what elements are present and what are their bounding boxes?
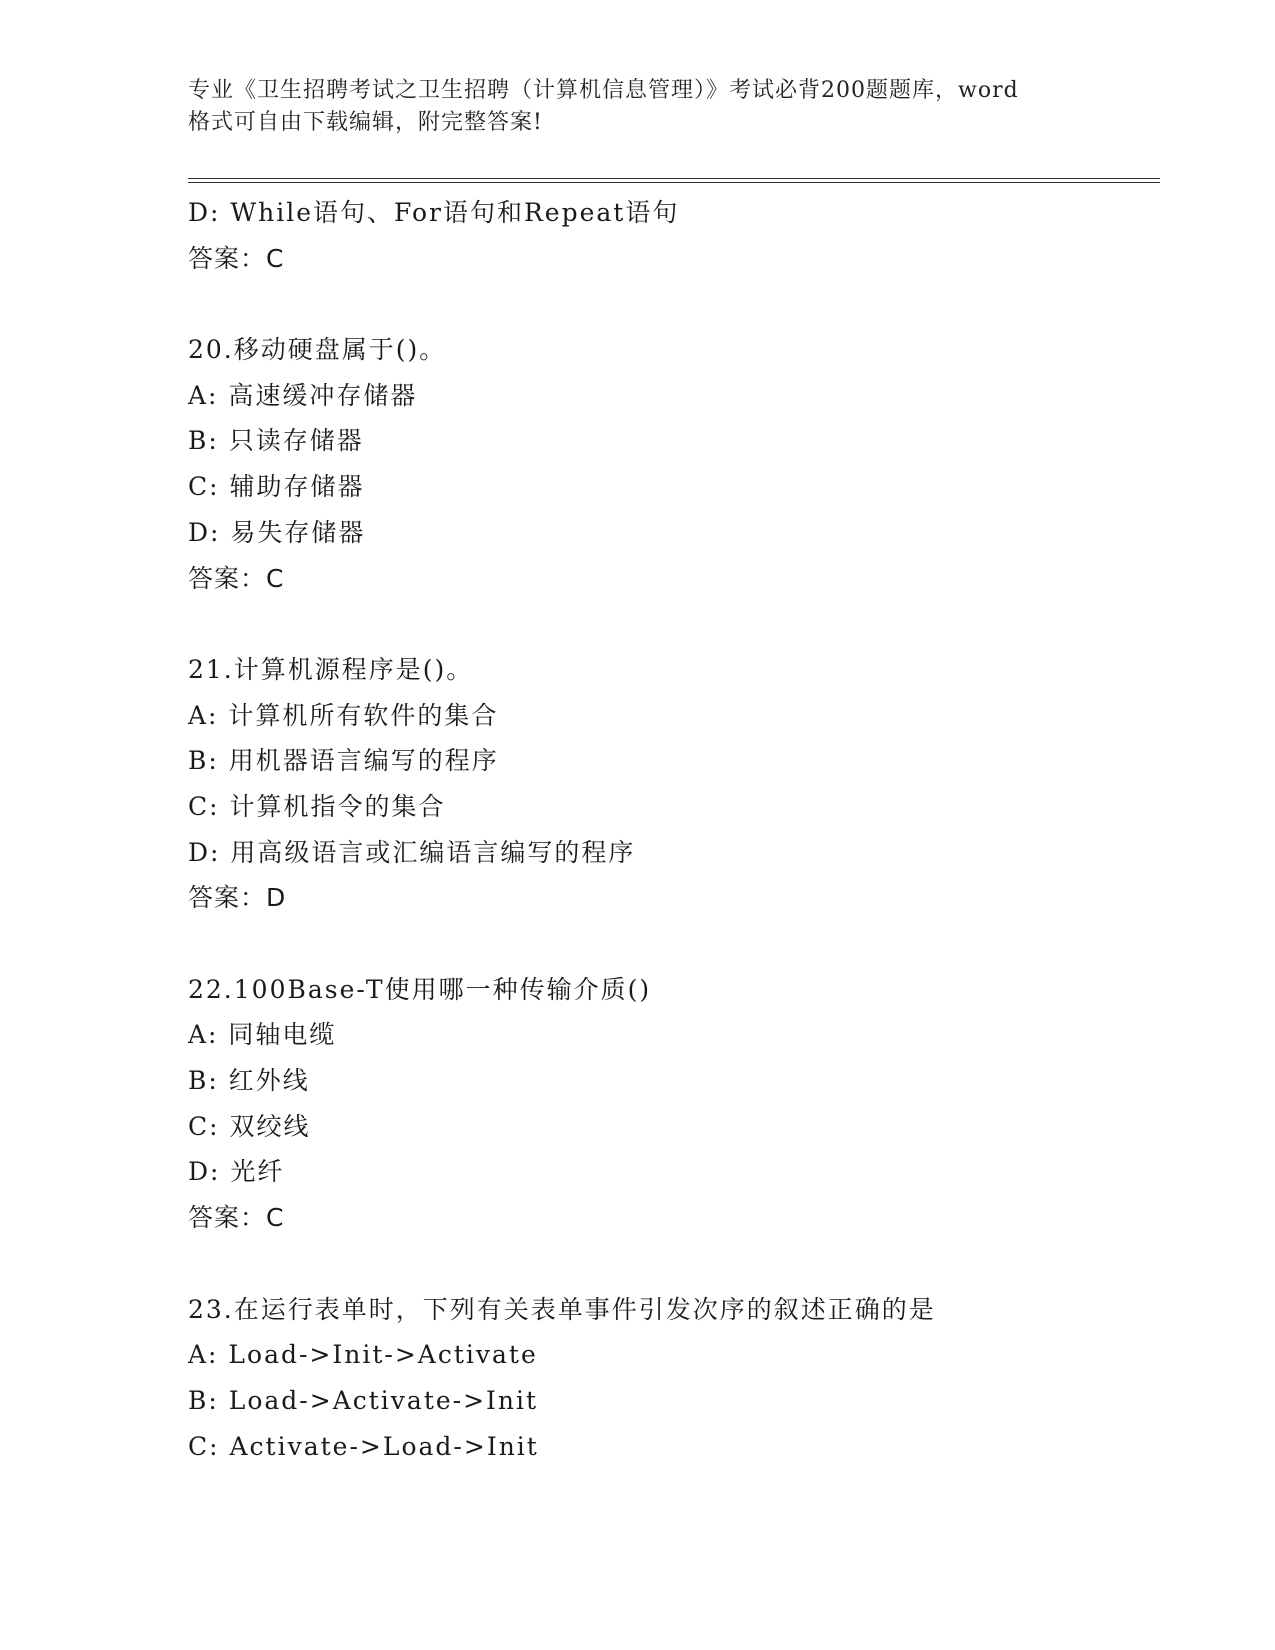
answer-line: 答案：C: [188, 243, 285, 273]
header-line-2: 格式可自由下载编辑，附完整答案!: [188, 110, 543, 135]
option-a: A: 高速缓冲存储器: [188, 380, 418, 410]
option-b: B: 只读存储器: [188, 426, 364, 456]
option-b: B: Load->Activate->Init: [188, 1385, 539, 1415]
option-d: D: While语句、For语句和Repeat语句: [188, 198, 680, 227]
option-a: A: Load->Init->Activate: [188, 1340, 538, 1370]
question-19-partial: [188, 190, 1148, 281]
option-a: A: 同轴电缆: [188, 1020, 337, 1050]
answer-line: 答案：C: [188, 1203, 285, 1233]
option-d: D: 光纤: [188, 1157, 285, 1187]
question-20: [188, 327, 1148, 601]
question-stem: 22.100Base-T使用哪一种传输介质(): [188, 974, 652, 1004]
option-b: B: 红外线: [188, 1066, 310, 1096]
document-header: [188, 75, 1088, 139]
question-stem: 20.移动硬盘属于()。: [188, 335, 447, 365]
answer-line: 答案：C: [188, 563, 285, 593]
header-divider: [188, 178, 1160, 183]
spacer: [188, 281, 1148, 327]
option-b: B: 用机器语言编写的程序: [188, 746, 499, 776]
answer-line: 答案：D: [188, 883, 287, 913]
option-c: C: Activate->Load->Init: [188, 1431, 539, 1461]
option-c: C: 双绞线: [188, 1111, 311, 1141]
question-23: [188, 1287, 1148, 1470]
question-stem: 23.在运行表单时，下列有关表单事件引发次序的叙述正确的是: [188, 1294, 936, 1324]
option-c: C: 辅助存储器: [188, 472, 365, 502]
question-21: [188, 647, 1148, 921]
spacer: [188, 1241, 1148, 1287]
question-list: [188, 190, 1148, 1469]
spacer: [188, 921, 1148, 967]
option-c: C: 计算机指令的集合: [188, 791, 446, 821]
question-22: [188, 967, 1148, 1241]
option-a: A: 计算机所有软件的集合: [188, 700, 499, 730]
option-d: D: 易失存储器: [188, 517, 366, 547]
question-stem: 21.计算机源程序是()。: [188, 654, 474, 684]
spacer: [188, 601, 1148, 647]
header-line-1: 专业《卫生招聘考试之卫生招聘（计算机信息管理）》考试必背200题题库，word: [188, 78, 1019, 103]
option-d: D: 用高级语言或汇编语言编写的程序: [188, 837, 636, 867]
